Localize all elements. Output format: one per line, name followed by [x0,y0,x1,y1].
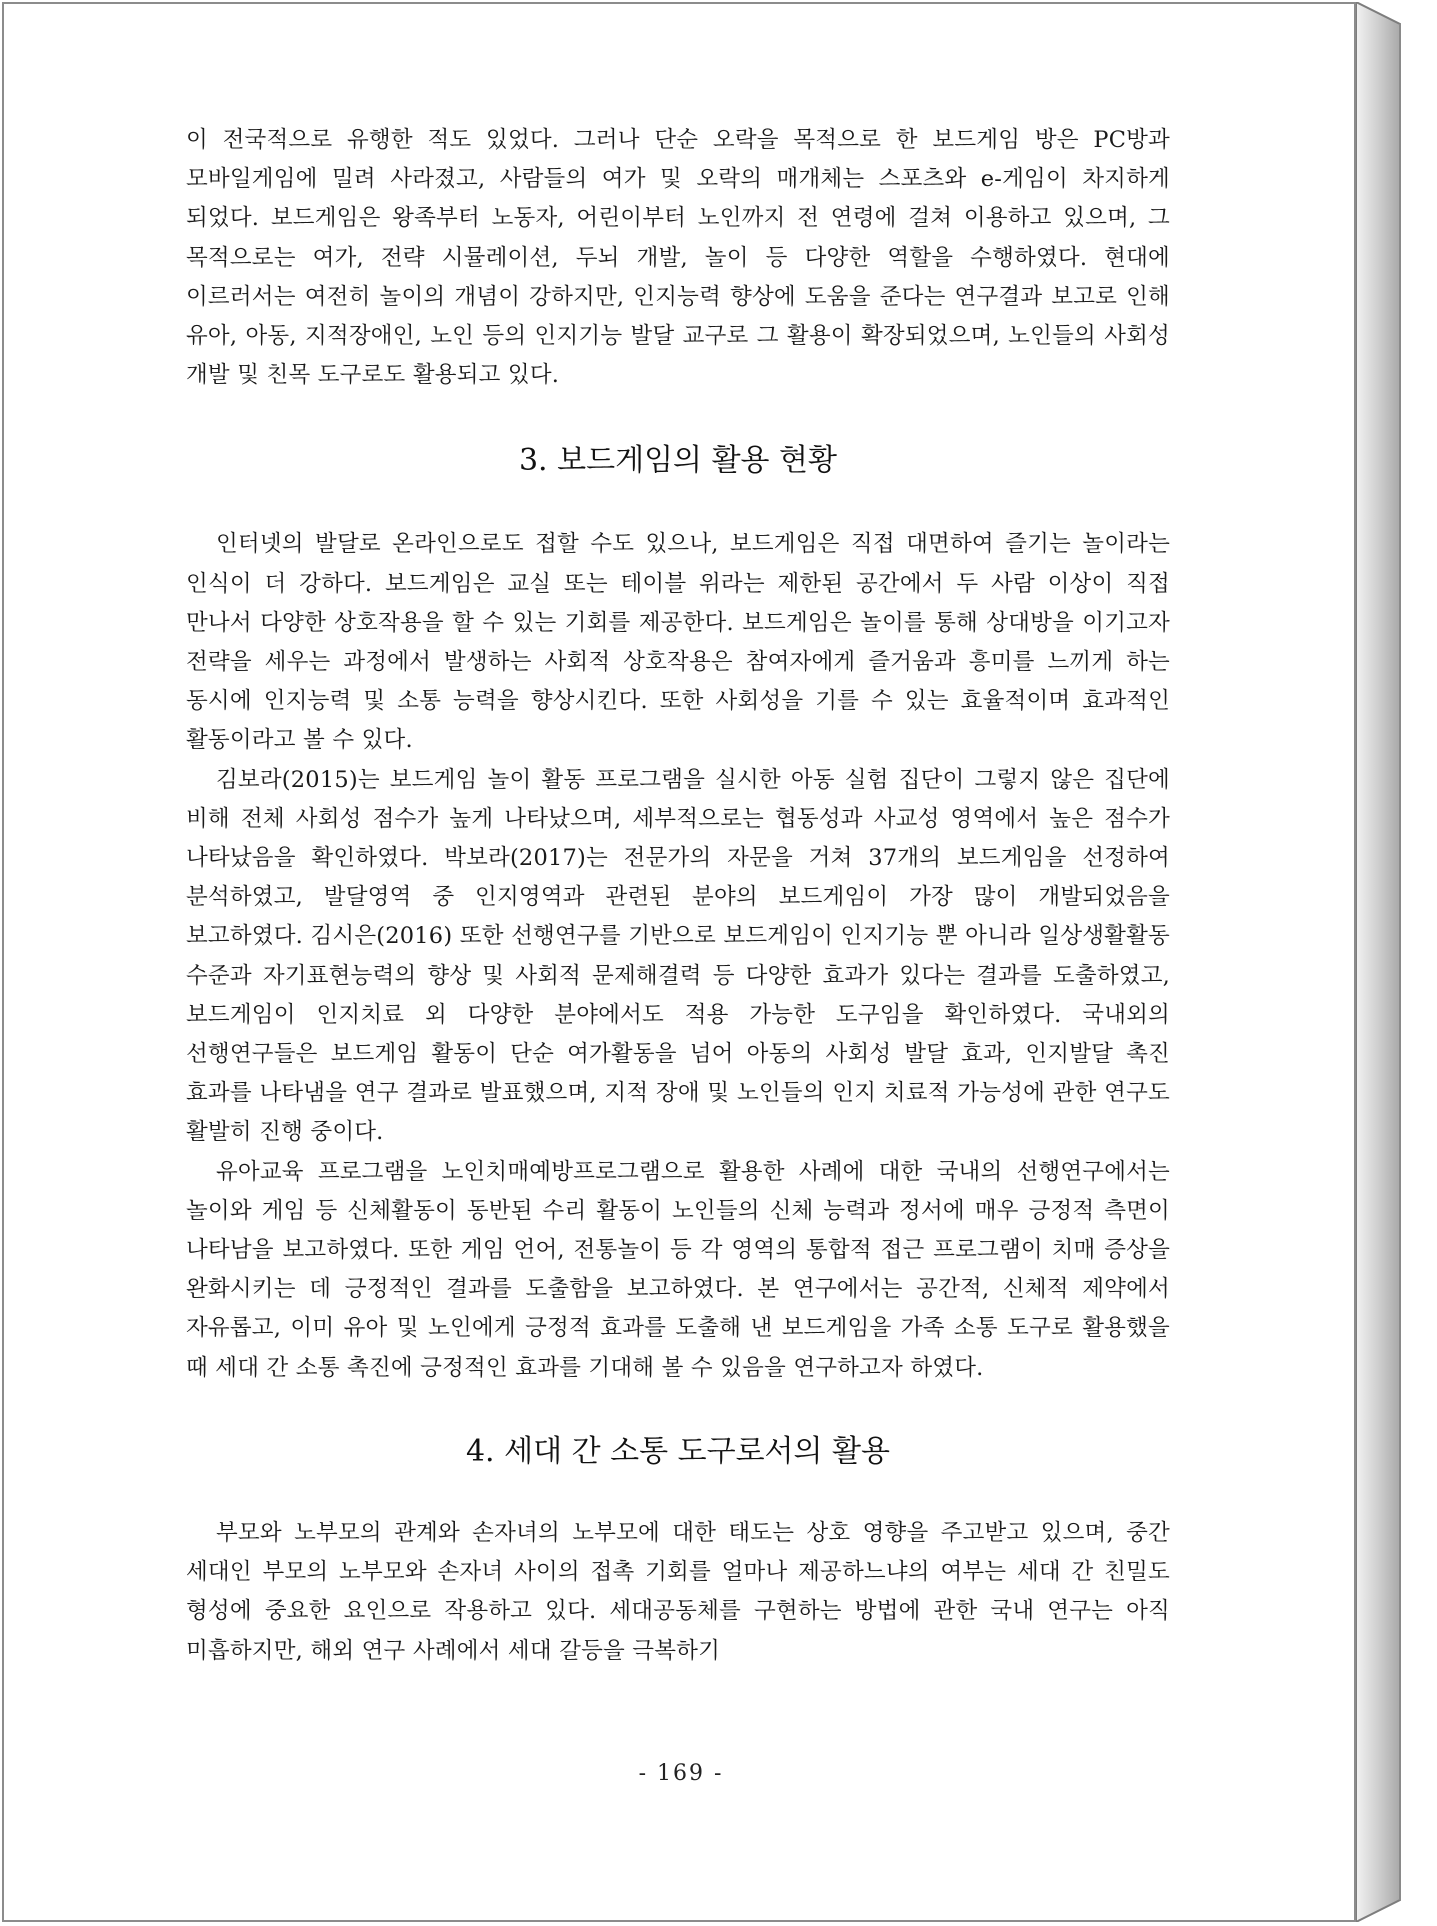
page-number: - 169 - [638,1761,724,1786]
page-content [186,121,1170,1671]
intro-paragraph: 이 전국적으로 유행한 적도 있었다. 그러나 단순 오락을 목적으로 한 보드게임 방은 PC방과 모바일게임에 밀려 사라졌고, 사람들의 여가 및 오락의 매개체는 스포츠와 e-게임이 차지하게 되었다. 보드게임은 왕족부터 노동자, 어린이부터 노인까지 전 연령에 걸쳐 이용하고 있으며, 그 목적으로는 여가, 전략 시뮬레이션, 두뇌 개발, 놀이 등 다양한 역할을 수행하였다. 현대에 이르러서는 여전히 놀이의 개념이 강하지만, 인지능력 향상에 도움을 준다는 연구결과 보고로 인해 유아, 아동, 지적장애인, 노인 등의 인지기능 발달 교구로 그 활용이 확장되었으며, 노인들의 사회성 개발 및 친목 도구로도 활용되고 있다. [186,127,1170,389]
section-3-paragraph-3: 유아교육 프로그램을 노인치매예방프로그램으로 활용한 사례에 대한 국내의 선행연구에서는 놀이와 게임 등 신체활동이 동반된 수리 활동이 노인들의 신체 능력과 정서에 매우 긍정적 측면이 나타남을 보고하였다. 또한 게임 언어, 전통놀이 등 각 영역의 통합적 접근 프로그램이 치매 증상을 완화시키는 데 긍정적인 결과를 도출함을 보고하였다. 본 연구에서는 공간적, 신체적 제약에서 자유롭고, 이미 유아 및 노인에게 긍정적 효과를 도출해 낸 보드게임을 가족 소통 도구로 활용했을 때 세대 간 소통 촉진에 긍정적인 효과를 기대해 볼 수 있음을 연구하고자 하였다. [186,1158,1170,1381]
section-4-paragraph-1: 부모와 노부모의 관계와 손자녀의 노부모에 대한 태도는 상호 영향을 주고받고 있으며, 중간 세대인 부모의 노부모와 손자녀 사이의 접촉 기회를 얼마나 제공하느냐의 여부는 세대 간 친밀도 형성에 중요한 요인으로 작용하고 있다. 세대공동체를 구현하는 방법에 관한 국내 연구는 아직 미흡하지만, 해외 연구 사례에서 세대 갈등을 극복하기 [186,1519,1170,1664]
section-3-paragraph-1: 인터넷의 발달로 온라인으로도 접할 수도 있으나, 보드게임은 직접 대면하여 즐기는 놀이라는 인식이 더 강하다. 보드게임은 교실 또는 테이블 위라는 제한된 공간에서 두 사람 이상이 직접 만나서 다양한 상호작용을 할 수 있는 기회를 제공한다. 보드게임은 놀이를 통해 상대방을 이기고자 전략을 세우는 과정에서 발생하는 사회적 상호작용은 참여자에게 즐거움과 흥미를 느끼게 하는 동시에 인지능력 및 소통 능력을 향상시킨다. 또한 사회성을 기를 수 있는 효율적이며 효과적인 활동이라고 볼 수 있다. [186,531,1170,754]
section-3-heading: 3. 보드게임의 활용 현황 [518,443,838,479]
section-3-paragraph-2: 김보라(2015)는 보드게임 놀이 활동 프로그램을 실시한 아동 실험 집단이 그렇지 않은 집단에 비해 전체 사회성 점수가 높게 나타났으며, 세부적으로는 협동성과 사교성 영역에서 높은 점수가 나타났음을 확인하였다. 박보라(2017)는 전문가의 자문을 거쳐 37개의 보드게임을 선정하여 분석하였고, 발달영역 중 인지영역과 관련된 분야의 보드게임이 가장 많이 개발되었음을 보고하였다. 김시은(2016) 또한 선행연구를 기반으로 보드게임이 인지기능 뿐 아니라 일상생활활동 수준과 자기표현능력의 향상 및 사회적 문제해결력 등 다양한 효과가 있다는 결과를 도출하였고, 보드게임이 인지치료 외 다양한 분야에서도 적용 가능한 도구임을 확인하였다. 국내외의 선행연구들은 보드게임 활동이 단순 여가활동을 넘어 아동의 사회성 발달 효과, 인지발달 촉진 효과를 나타냄을 연구 결과로 발표했으며, 지적 장애 및 노인들의 인지 치료적 가능성에 관한 연구도 활발히 진행 중이다. [186,766,1170,1146]
section-4-heading: 4. 세대 간 소통 도구로서의 활용 [465,1433,891,1469]
document-page [2,2,1356,1922]
page-stack-edge [1356,2,1436,1922]
